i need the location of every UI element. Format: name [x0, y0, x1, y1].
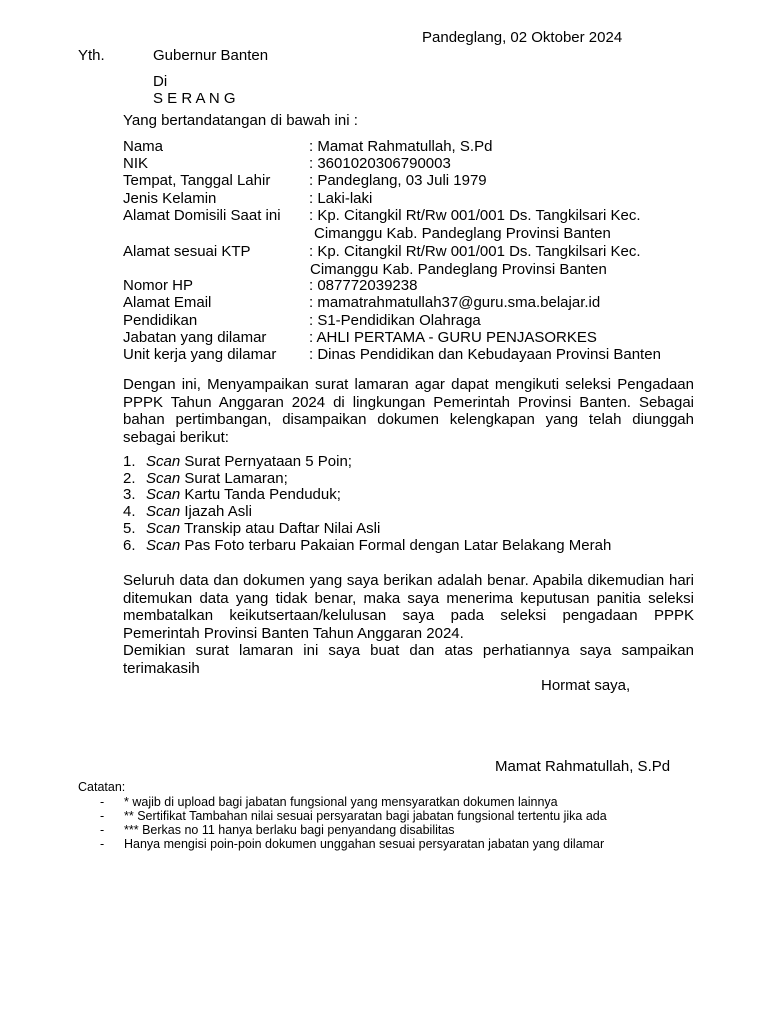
- yth-label: Yth.: [78, 47, 105, 64]
- identity-value: : Kp. Citangkil Rt/Rw 001/001 Ds. Tangkilsari Kec.: [309, 243, 641, 260]
- identity-label: Nama: [123, 138, 164, 155]
- list-number: 3.: [123, 486, 136, 503]
- closing-paragraph: Demikian surat lamaran ini saya buat dan atas perhatiannya saya sampaikan terimakasih: [123, 642, 694, 677]
- recipient-city: S E R A N G: [153, 90, 236, 107]
- list-item: [123, 453, 352, 471]
- list-number: 2.: [123, 470, 136, 487]
- identity-value: : Mamat Rahmatullah, S.Pd: [309, 138, 493, 155]
- recipient: Gubernur Banten: [153, 47, 269, 64]
- identity-value: : 087772039238: [309, 277, 418, 294]
- identity-value: : Laki-laki: [309, 190, 373, 207]
- list-item: [123, 537, 611, 555]
- identity-value-continuation: Cimanggu Kab. Pandeglang Provinsi Banten: [310, 261, 607, 278]
- identity-value: : AHLI PERTAMA - GURU PENJASORKES: [309, 329, 597, 346]
- identity-value-continuation: Cimanggu Kab. Pandeglang Provinsi Banten: [314, 225, 611, 242]
- identity-label: Alamat sesuai KTP: [123, 243, 251, 260]
- notes-title: Catatan:: [78, 780, 126, 794]
- signature-name: Mamat Rahmatullah, S.Pd: [495, 758, 671, 775]
- list-text: Transkip atau Daftar Nilai Asli: [180, 520, 381, 537]
- identity-value: : Dinas Pendidikan dan Kebudayaan Provinsi Banten: [309, 346, 661, 363]
- note-dash: -: [100, 837, 105, 851]
- identity-label: Alamat Domisili Saat ini: [123, 207, 281, 224]
- list-item: [123, 520, 380, 538]
- note-dash: -: [100, 795, 105, 809]
- list-item: [123, 486, 341, 504]
- closing-paragraph: Seluruh data dan dokumen yang saya berikan adalah benar. Apabila dikemudian hari ditemukan data yang tidak benar, maka saya menerima keputusan panitia seleksi membatalkan keikutsertaan/kelulusan saya pada seleksi pengadaan PPPK Pemerintah Provinsi Banten Tahun Anggaran 2024.: [123, 572, 694, 642]
- note-dash: -: [100, 809, 105, 823]
- list-text: Kartu Tanda Penduduk;: [180, 486, 341, 503]
- body-paragraph: Dengan ini, Menyampaikan surat lamaran agar dapat mengikuti seleksi Pengadaan PPPK Tahun Anggaran 2024 di lingkungan Pemerintah Provinsi Banten. Sebagai bahan pertimbangan, disampaikan dokumen kelengkapan yang telah diunggah sebagai berikut:: [123, 376, 694, 446]
- identity-label: Alamat Email: [123, 294, 212, 311]
- list-number: 5.: [123, 520, 136, 537]
- identity-label: NIK: [123, 155, 149, 172]
- list-item: [123, 503, 252, 521]
- identity-value: : 3601020306790003: [309, 155, 451, 172]
- signature-salutation: Hormat saya,: [541, 677, 631, 694]
- note-text: * wajib di upload bagi jabatan fungsional yang mensyaratkan dokumen lainnya: [124, 795, 558, 809]
- identity-label: Tempat, Tanggal Lahir: [123, 172, 271, 189]
- identity-label: Pendidikan: [123, 312, 198, 329]
- list-number: 4.: [123, 503, 136, 520]
- scan-word: Scan: [146, 453, 181, 470]
- list-number: 1.: [123, 453, 136, 470]
- list-text: Pas Foto terbaru Pakaian Formal dengan Latar Belakang Merah: [180, 537, 612, 554]
- scan-word: Scan: [146, 520, 181, 537]
- note-text: *** Berkas no 11 hanya berlaku bagi penyandang disabilitas: [124, 823, 455, 837]
- identity-label: Jabatan yang dilamar: [123, 329, 267, 346]
- note-text: ** Sertifikat Tambahan nilai sesuai persyaratan bagi jabatan fungsional tertentu jika ada: [124, 809, 607, 823]
- list-text: Surat Pernyataan 5 Poin;: [180, 453, 352, 470]
- note-dash: -: [100, 823, 105, 837]
- identity-label: Unit kerja yang dilamar: [123, 346, 277, 363]
- identity-label: Jenis Kelamin: [123, 190, 217, 207]
- identity-value: : S1-Pendidikan Olahraga: [309, 312, 481, 329]
- list-text: Surat Lamaran;: [180, 470, 288, 487]
- intro-text: Yang bertandatangan di bawah ini :: [123, 112, 358, 129]
- di-label: Di: [153, 73, 168, 90]
- scan-word: Scan: [146, 503, 181, 520]
- list-item: [123, 470, 288, 488]
- list-number: 6.: [123, 537, 136, 554]
- note-text: Hanya mengisi poin-poin dokumen unggahan sesuai persyaratan jabatan yang dilamar: [124, 837, 605, 851]
- identity-value: : Kp. Citangkil Rt/Rw 001/001 Ds. Tangkilsari Kec.: [309, 207, 641, 224]
- identity-value: : mamatrahmatullah37@guru.sma.belajar.id: [309, 294, 601, 311]
- list-text: Ijazah Asli: [180, 503, 252, 520]
- identity-label: Nomor HP: [123, 277, 194, 294]
- scan-word: Scan: [146, 537, 181, 554]
- place-date: Pandeglang, 02 Oktober 2024: [422, 29, 623, 46]
- scan-word: Scan: [146, 486, 181, 503]
- scan-word: Scan: [146, 470, 181, 487]
- identity-value: : Pandeglang, 03 Juli 1979: [309, 172, 487, 189]
